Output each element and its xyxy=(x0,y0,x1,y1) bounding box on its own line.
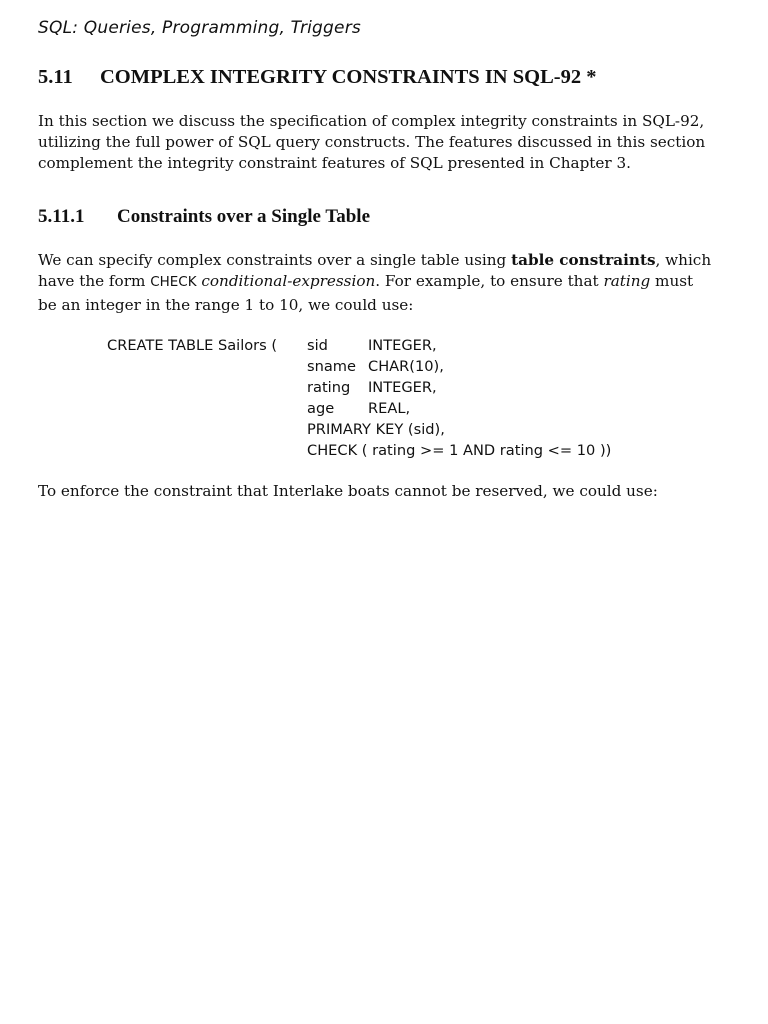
check-keyword: CHECK xyxy=(150,274,197,290)
column-type: INTEGER, xyxy=(368,337,437,354)
italic-term: conditional-expression xyxy=(201,272,376,290)
text-run: . For example, to ensure that xyxy=(375,272,604,290)
code-line xyxy=(107,377,611,398)
sql-code-block xyxy=(107,335,611,461)
paragraph-line: be an integer in the range 1 to 10, we could use: xyxy=(38,296,414,314)
column-type: CHAR(10), xyxy=(368,358,444,375)
text-run: must xyxy=(650,272,694,290)
table-constraints-paragraph xyxy=(38,250,738,316)
section-number: 5.11 xyxy=(38,66,73,88)
column-type: INTEGER, xyxy=(368,379,437,396)
column-name: sid xyxy=(307,337,328,354)
code-line xyxy=(107,335,611,356)
column-name: age xyxy=(307,400,335,417)
paragraph-line: To enforce the constraint that Interlake boats cannot be reserved, we could use: xyxy=(38,482,658,500)
paragraph-line xyxy=(38,250,738,271)
column-type: REAL, xyxy=(368,400,411,417)
text-run: We can specify complex constraints over a single table using xyxy=(38,251,512,269)
column-name: rating xyxy=(307,379,351,396)
subsection-heading xyxy=(38,206,370,228)
code-create-table: CREATE TABLE Sailors ( xyxy=(107,337,278,354)
code-line xyxy=(107,419,611,440)
text-run: have the form xyxy=(38,272,151,290)
paragraph-line xyxy=(38,271,738,293)
intro-line: In this section we discuss the specification of complex integrity constraints in SQL-92, xyxy=(38,112,705,130)
section-heading xyxy=(38,66,596,89)
interlake-paragraph xyxy=(38,481,738,502)
subsection-number: 5.11.1 xyxy=(38,206,85,227)
column-name: sname xyxy=(307,358,356,375)
subsection-title: Constraints over a Single Table xyxy=(117,206,371,227)
check-clause: CHECK ( rating >= 1 AND rating <= 10 )) xyxy=(307,442,612,459)
section-title: COMPLEX INTEGRITY CONSTRAINTS IN SQL-92 * xyxy=(100,66,597,88)
italic-term: rating xyxy=(603,272,651,290)
intro-line: complement the integrity constraint features of SQL presented in Chapter 3. xyxy=(38,154,631,172)
code-line xyxy=(107,440,611,461)
running-head: SQL: Queries, Programming, Triggers xyxy=(38,18,361,38)
text-run: , which xyxy=(655,251,712,269)
intro-line: utilizing the full power of SQL query constructs. The features discussed in this section xyxy=(38,133,706,151)
code-line xyxy=(107,398,611,419)
intro-paragraph xyxy=(38,111,738,174)
code-line xyxy=(107,356,611,377)
primary-key-clause: PRIMARY KEY (sid), xyxy=(307,421,445,438)
bold-term: table constraints xyxy=(511,251,656,269)
